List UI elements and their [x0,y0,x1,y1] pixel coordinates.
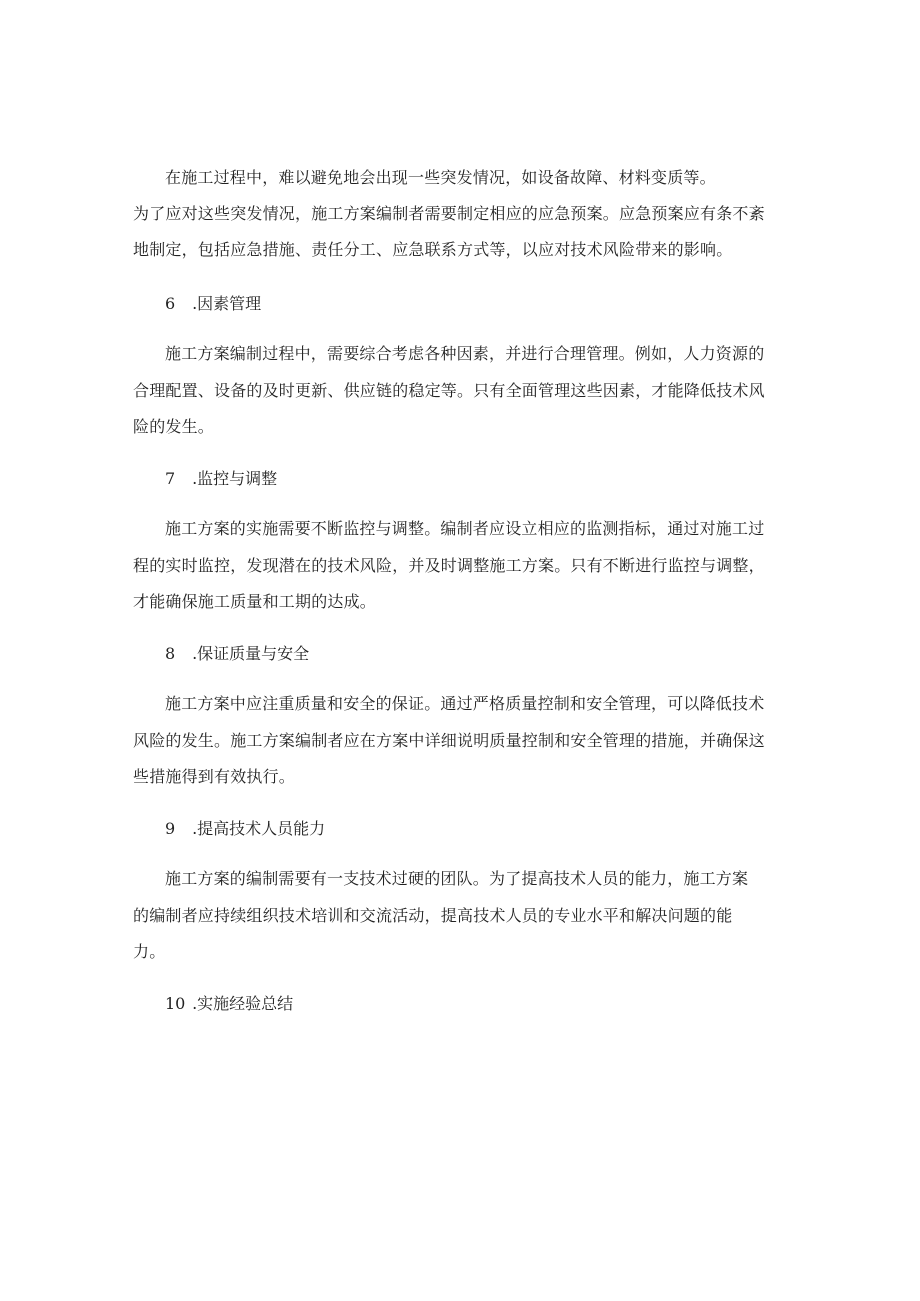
section-heading [165,468,277,490]
paragraph-line: 程的实时监控，发现潜在的技术风险，并及时调整施工方案。只有不断进行监控与调整， [133,556,765,575]
paragraph-line: 施工方案中应注重质量和安全的保证。通过严格质量控制和安全管理，可以降低技术 [165,694,765,713]
section-title: .监控与调整 [192,469,278,488]
paragraph-line: 施工方案的实施需要不断监控与调整。编制者应设立相应的监测指标，通过对施工过 [165,519,765,538]
section-title: .提高技术人员能力 [192,819,326,838]
section-heading [165,818,325,840]
paragraph-line: 地制定，包括应急措施、责任分工、应急联系方式等，以应对技术风险带来的影响。 [133,240,733,259]
paragraph-line: 合理配置、设备的及时更新、供应链的稳定等。只有全面管理这些因素，才能降低技术风 [133,381,765,400]
paragraph-line: 险的发生。 [133,417,215,436]
paragraph-line: 的编制者应持续组织技术培训和交流活动，提高技术人员的专业水平和解决问题的能 [133,906,733,925]
section-number: 8 [165,644,176,663]
section-number: 7 [165,469,176,488]
paragraph-line: 施工方案的编制需要有一支技术过硬的团队。为了提高技术人员的能力，施工方案 [165,869,749,888]
section-title: .实施经验总结 [192,994,294,1013]
section-number: 9 [165,819,176,838]
paragraph-line: 才能确保施工质量和工期的达成。 [133,592,377,611]
section-number: 10 [165,994,186,1013]
paragraph-line: 些措施得到有效执行。 [133,767,296,786]
section-title: .保证质量与安全 [192,644,310,663]
paragraph-line: 在施工过程中，难以避免地会出现一些突发情况，如设备故障、材料变质等。 [165,168,716,187]
section-heading [165,993,293,1015]
section-heading [165,643,309,665]
section-number: 6 [165,294,176,313]
paragraph-line: 力。 [133,942,166,961]
paragraph-line: 施工方案编制过程中，需要综合考虑各种因素，并进行合理管理。例如，人力资源的 [165,344,765,363]
paragraph-line: 为了应对这些突发情况，施工方案编制者需要制定相应的应急预案。应急预案应有条不紊 [133,204,765,223]
section-heading [165,293,261,315]
paragraph-line: 风险的发生。施工方案编制者应在方案中详细说明质量控制和安全管理的措施，并确保这 [133,731,765,750]
section-title: .因素管理 [192,294,262,313]
